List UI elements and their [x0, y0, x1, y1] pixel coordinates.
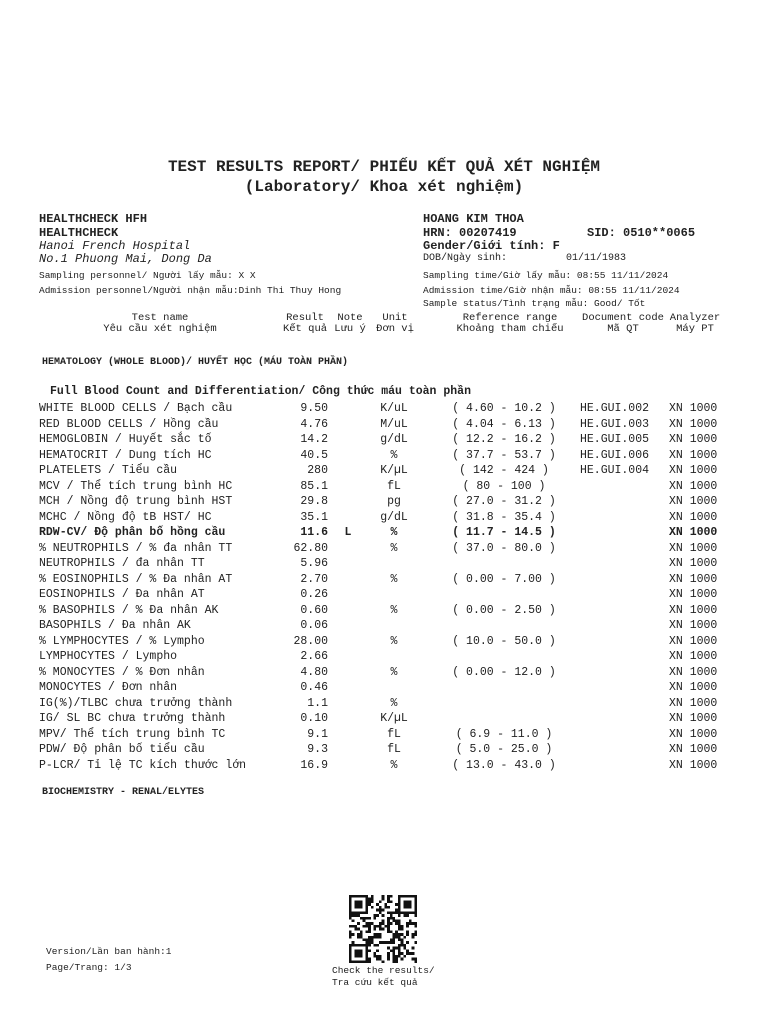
cell-ref: ( 12.2 - 16.2 ): [452, 433, 556, 446]
cell-ref: ( 6.9 - 11.0 ): [455, 727, 553, 741]
cell-analyzer: XN 1000: [669, 619, 718, 632]
cell-result: 14.2: [300, 433, 328, 446]
cell-result: 40.5: [300, 448, 328, 462]
cell-result: 35.1: [300, 510, 328, 524]
col-analyzer-vi: Máy PT: [676, 323, 714, 335]
cell-ref: ( 0.00 - 2.50 ): [452, 603, 556, 617]
table-row: [0, 449, 768, 465]
cell-note: L: [344, 526, 352, 539]
cell-ref: ( 27.0 - 31.2 ): [452, 495, 556, 508]
cell-name: HEMATOCRIT / Dung tích HC: [39, 448, 212, 462]
cell-analyzer: XN 1000: [669, 541, 718, 555]
table-row: [0, 433, 768, 449]
cell-name: IG/ SL BC chưa trưởng thành: [39, 712, 226, 725]
cell-unit: %: [390, 526, 398, 539]
cell-analyzer: XN 1000: [669, 634, 718, 648]
cell-analyzer: XN 1000: [669, 417, 718, 431]
cell-analyzer: XN 1000: [669, 650, 718, 663]
cell-result: 29.8: [300, 495, 328, 508]
col-unit-vi: Đơn vị: [376, 323, 414, 335]
table-row: [0, 604, 768, 620]
cell-name: MPV/ Thể tích trung bình TC: [39, 727, 226, 741]
cell-result: 280: [307, 464, 328, 477]
cell-name: LYMPHOCYTES / Lympho: [39, 650, 178, 663]
check-results-label-vi: Tra cứu kết quả: [332, 977, 418, 988]
cell-ref: ( 37.0 - 80.0 ): [452, 541, 556, 555]
sampling-time: Sampling time/Giờ lấy mẫu: 08:55 11/11/2024: [423, 270, 669, 281]
patient-hrn: HRN: 00207419: [423, 226, 517, 240]
patient-dob-label: DOB/Ngày sinh:: [423, 253, 508, 264]
cell-result: 9.3: [307, 743, 328, 756]
cell-ref: ( 0.00 - 12.0 ): [452, 665, 556, 679]
cell-name: WHITE BLOOD CELLS / Bạch cầu: [39, 402, 233, 415]
col-analyzer-en: Analyzer: [669, 312, 721, 324]
section-hematology: HEMATOLOGY (WHOLE BLOOD)/ HUYẾT HỌC (MÁU TOÀN PHẦN): [42, 357, 349, 368]
cell-ref: ( 0.00 - 7.00 ): [452, 572, 556, 586]
cell-ref: ( 13.0 - 43.0 ): [452, 758, 556, 772]
cell-name: MCHC / Nồng độ tB HST/ HC: [39, 510, 212, 524]
table-row: [0, 619, 768, 635]
table-row: [0, 635, 768, 651]
cell-ref: ( 80 - 100 ): [462, 479, 546, 493]
check-results-label: Check the results/: [332, 965, 435, 976]
cell-result: 11.6: [300, 526, 328, 539]
cell-doc: HE.GUI.006: [580, 448, 650, 462]
table-row: [0, 712, 768, 728]
patient-gender: Gender/Giới tính: F: [423, 239, 560, 253]
cell-name: NEUTROPHILS / đa nhân TT: [39, 557, 205, 570]
col-doc-en: Document code: [582, 312, 664, 324]
cell-ref: ( 10.0 - 50.0 ): [452, 634, 556, 648]
cell-unit: g/dL: [380, 510, 408, 524]
table-row: [0, 697, 768, 713]
cell-analyzer: XN 1000: [669, 712, 718, 725]
patient-sid: SID: 0510**0065: [587, 226, 696, 240]
cell-analyzer: XN 1000: [669, 603, 718, 617]
col-ref-en: Reference range: [462, 312, 558, 324]
report-subtitle: (Laboratory/ Khoa xét nghiệm): [244, 178, 524, 196]
table-row: [0, 650, 768, 666]
page-number: Page/Trang: 1/3: [46, 962, 132, 973]
cell-doc: HE.GUI.003: [580, 417, 650, 431]
cell-name: PLATELETS / Tiểu cầu: [39, 464, 178, 477]
admission-time: Admission time/Giờ nhận mẫu: 08:55 11/11/2024: [423, 285, 680, 296]
cell-doc: HE.GUI.004: [580, 464, 650, 477]
cell-name: HEMOGLOBIN / Huyết sắc tố: [39, 433, 212, 446]
cell-analyzer: XN 1000: [669, 402, 718, 415]
cell-unit: K/µL: [380, 464, 408, 477]
cell-unit: %: [390, 603, 398, 617]
cell-ref: ( 4.04 - 6.13 ): [452, 417, 556, 431]
cell-unit: %: [390, 696, 398, 710]
cell-doc: HE.GUI.002: [580, 402, 650, 415]
cell-unit: M/uL: [380, 417, 408, 431]
report-title: TEST RESULTS REPORT/ PHIẾU KẾT QUẢ XÉT NGHIỆM: [167, 158, 601, 176]
cell-name: MCV / Thể tích trung bình HC: [39, 479, 233, 493]
cell-name: % LYMPHOCYTES / % Lympho: [39, 634, 205, 648]
col-unit-en: Unit: [382, 312, 408, 324]
table-row: [0, 418, 768, 434]
cell-analyzer: XN 1000: [669, 727, 718, 741]
cell-doc: HE.GUI.005: [580, 433, 650, 446]
cell-unit: %: [390, 758, 398, 772]
cell-name: MCH / Nồng độ trung bình HST: [39, 495, 233, 508]
cell-unit: %: [390, 572, 398, 586]
cell-analyzer: XN 1000: [669, 681, 718, 694]
hospital-address: No.1 Phuong Mai, Dong Da: [39, 252, 212, 266]
cell-result: 0.46: [300, 681, 328, 694]
col-ref-vi: Khoảng tham chiếu: [456, 323, 564, 335]
cell-analyzer: XN 1000: [669, 743, 718, 756]
cell-name: IG(%)/TLBC chưa trưởng thành: [39, 696, 233, 710]
table-row: [0, 743, 768, 759]
cell-name: % MONOCYTES / % Đơn nhân: [39, 665, 205, 679]
cell-ref: ( 31.8 - 35.4 ): [452, 510, 556, 524]
cell-ref: ( 142 - 424 ): [459, 464, 549, 477]
cell-ref: ( 5.0 - 25.0 ): [455, 743, 553, 756]
table-row: [0, 681, 768, 697]
cell-result: 5.96: [300, 557, 328, 570]
cell-result: 62.80: [293, 541, 328, 555]
admission-personnel: Admission personnel/Người nhận mẫu:Dinh Thi Thuy Hong: [39, 285, 342, 296]
cell-analyzer: XN 1000: [669, 495, 718, 508]
cell-result: 28.00: [293, 634, 328, 648]
cell-ref: ( 4.60 - 10.2 ): [452, 402, 556, 415]
cell-result: 0.26: [300, 588, 328, 601]
table-row: [0, 728, 768, 744]
cell-name: BASOPHILS / Đa nhân AK: [39, 619, 191, 632]
cell-ref: ( 11.7 - 14.5 ): [452, 526, 556, 539]
table-row: [0, 588, 768, 604]
cell-analyzer: XN 1000: [669, 557, 718, 570]
cell-result: 0.06: [300, 619, 328, 632]
cell-result: 0.60: [300, 603, 328, 617]
cell-result: 85.1: [300, 479, 328, 493]
cell-unit: g/dL: [380, 433, 408, 446]
cell-analyzer: XN 1000: [669, 758, 718, 772]
cell-name: % BASOPHILS / % Đa nhân AK: [39, 603, 219, 617]
cell-analyzer: XN 1000: [669, 526, 718, 539]
table-row: [0, 542, 768, 558]
cell-name: PDW/ Độ phân bố tiểu cầu: [39, 743, 205, 756]
cell-unit: K/µL: [380, 712, 408, 725]
table-row: [0, 666, 768, 682]
cell-result: 4.76: [300, 417, 328, 431]
cell-result: 4.80: [300, 665, 328, 679]
cell-analyzer: XN 1000: [669, 572, 718, 586]
cell-unit: %: [390, 665, 398, 679]
table-row: [0, 464, 768, 480]
cell-analyzer: XN 1000: [669, 433, 718, 446]
cell-ref: ( 37.7 - 53.7 ): [452, 448, 556, 462]
table-row: [0, 573, 768, 589]
cell-name: % NEUTROPHILS / % đa nhân TT: [39, 541, 233, 555]
sample-status: Sample status/Tình trạng mẫu: Good/ Tốt: [423, 298, 646, 309]
cell-name: MONOCYTES / Đơn nhân: [39, 681, 178, 694]
qr-code[interactable]: [347, 895, 419, 963]
col-test-en: Test name: [131, 312, 189, 324]
cell-analyzer: XN 1000: [669, 448, 718, 462]
cell-analyzer: XN 1000: [669, 696, 718, 710]
cell-analyzer: XN 1000: [669, 510, 718, 524]
table-row: [0, 557, 768, 573]
col-result-vi: Kết quả: [282, 323, 328, 335]
table-row: [0, 402, 768, 418]
clinic-subname: HEALTHCHECK: [39, 226, 119, 240]
cell-unit: fL: [387, 727, 401, 741]
cell-result: 0.10: [300, 712, 328, 725]
clinic-name: HEALTHCHECK HFH: [39, 212, 148, 226]
section-biochemistry: BIOCHEMISTRY - RENAL/ELYTES: [42, 787, 205, 798]
table-row: [0, 759, 768, 775]
cell-analyzer: XN 1000: [669, 588, 718, 601]
col-test-vi: Yêu cầu xét nghiệm: [103, 323, 217, 335]
col-result-en: Result: [286, 312, 324, 324]
cell-unit: K/uL: [380, 402, 408, 415]
cell-result: 16.9: [300, 758, 328, 772]
cell-unit: %: [390, 541, 398, 555]
cell-result: 2.70: [300, 572, 328, 586]
patient-name: HOANG KIM THOA: [423, 212, 524, 226]
cell-unit: %: [390, 448, 398, 462]
patient-dob: 01/11/1983: [566, 253, 627, 264]
hospital-name: Hanoi French Hospital: [39, 239, 191, 253]
cell-unit: fL: [387, 743, 401, 756]
cell-analyzer: XN 1000: [669, 665, 718, 679]
cell-result: 2.66: [300, 650, 328, 663]
cell-name: RED BLOOD CELLS / Hồng cầu: [39, 417, 219, 431]
cell-unit: fL: [387, 479, 401, 493]
cell-unit: pg: [387, 495, 401, 508]
version-label: Version/Lần ban hành:1: [46, 946, 172, 957]
cell-name: % EOSINOPHILS / % Đa nhân AT: [39, 572, 233, 586]
cell-name: EOSINOPHILS / Đa nhân AT: [39, 588, 205, 601]
cell-name: RDW-CV/ Độ phân bố hồng cầu: [39, 526, 226, 539]
table-row: [0, 511, 768, 527]
cell-analyzer: XN 1000: [669, 479, 718, 493]
cell-name: P-LCR/ Tỉ lệ TC kích thước lớn: [39, 758, 247, 772]
col-doc-vi: Mã QT: [607, 323, 639, 335]
cell-result: 1.1: [307, 696, 328, 710]
cell-result: 9.50: [300, 402, 328, 415]
cell-analyzer: XN 1000: [669, 464, 718, 477]
cell-unit: %: [390, 634, 398, 648]
table-row: [0, 526, 768, 542]
table-row: [0, 495, 768, 511]
table-row: [0, 480, 768, 496]
col-note-en: Note: [337, 312, 363, 324]
col-note-vi: Lưu ý: [334, 323, 366, 335]
sampling-personnel: Sampling personnel/ Người lấy mẫu: X X: [39, 270, 256, 281]
section-fbc: Full Blood Count and Differentiation/ Công thức máu toàn phần: [50, 385, 471, 398]
cell-result: 9.1: [307, 727, 328, 741]
